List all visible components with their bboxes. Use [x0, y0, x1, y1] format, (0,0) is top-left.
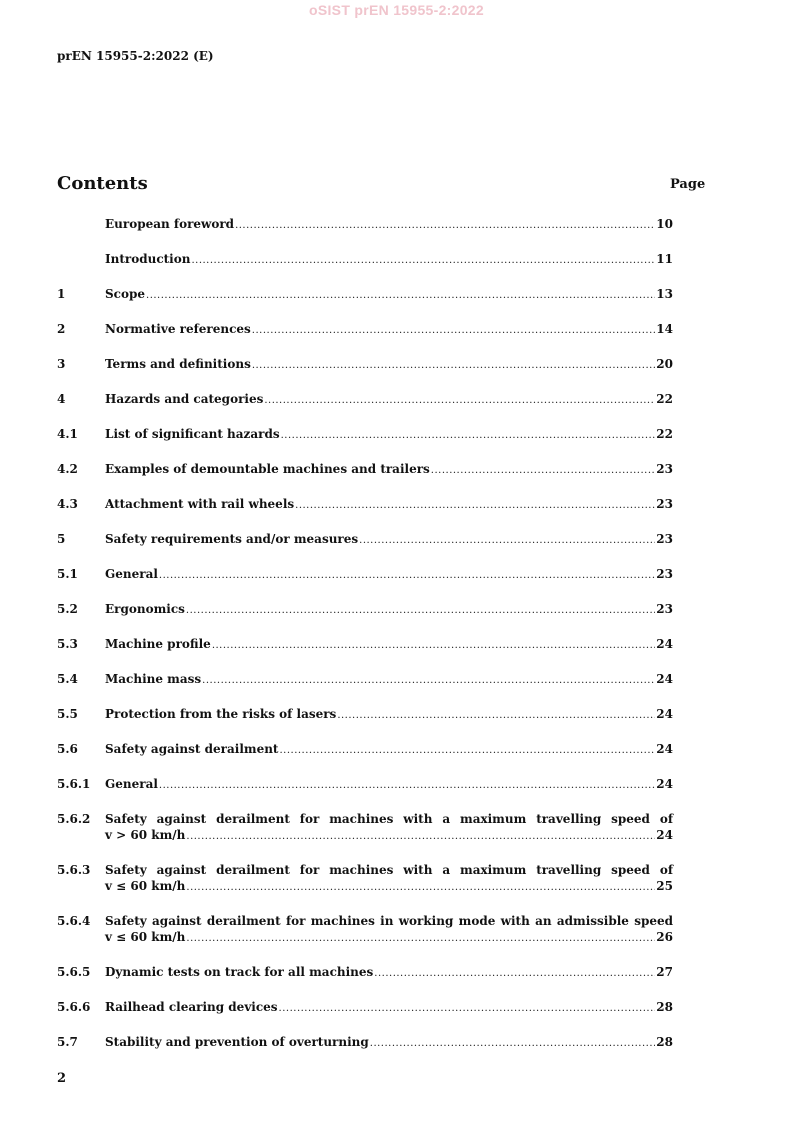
dot-leader [186, 829, 655, 845]
toc-label: Hazards and categories [105, 392, 264, 406]
toc-entry-5[interactable] [57, 531, 673, 549]
toc-page: 28 [656, 1000, 673, 1014]
dot-leader [186, 880, 655, 896]
dot-leader [235, 218, 655, 234]
toc-page: 22 [656, 392, 673, 406]
toc-entry-1[interactable] [57, 286, 673, 304]
toc-entry-5-1[interactable] [57, 566, 673, 584]
toc-label: Ergonomics [105, 602, 185, 616]
dot-leader [279, 743, 655, 759]
toc-number: 5.7 [57, 1035, 78, 1049]
toc-page: 23 [656, 567, 673, 581]
toc-page: 14 [656, 322, 673, 336]
dot-leader [146, 288, 655, 304]
dot-leader [279, 1001, 656, 1017]
toc-page: 11 [656, 252, 673, 266]
toc-entry-5-6[interactable] [57, 741, 673, 759]
toc-number: 4.1 [57, 427, 78, 441]
toc-label-continuation: v ≤ 60 km/h [105, 879, 186, 893]
toc-entry-2[interactable] [57, 321, 673, 339]
toc-label: Machine profile [105, 637, 211, 651]
toc-label: Attachment with rail wheels [105, 497, 295, 511]
dot-leader [202, 673, 655, 689]
toc-number: 5.6 [57, 742, 78, 756]
toc-label: Machine mass [105, 672, 202, 686]
toc-label: Protection from the risks of lasers [105, 707, 337, 721]
toc-entry-5-3[interactable] [57, 636, 673, 654]
dot-leader [186, 931, 655, 947]
toc-number: 4.3 [57, 497, 78, 511]
dot-leader [252, 358, 655, 374]
toc-page: 27 [656, 965, 673, 979]
toc-entry-3[interactable] [57, 356, 673, 374]
toc-number: 5.6.5 [57, 965, 91, 979]
toc-entry-5-5[interactable] [57, 706, 673, 724]
toc-label: General [105, 567, 158, 581]
toc-number: 5.4 [57, 672, 78, 686]
toc-page: 22 [656, 427, 673, 441]
toc-number: 5.6.1 [57, 777, 91, 791]
toc-page: 24 [656, 742, 673, 756]
toc-number: 3 [57, 357, 66, 371]
watermark: oSIST prEN 15955-2:2022 [309, 2, 484, 18]
dot-leader [212, 638, 655, 654]
toc-entry-5-6-3[interactable] [57, 862, 673, 896]
toc-entry-5-6-6[interactable] [57, 999, 673, 1017]
toc-number: 1 [57, 287, 66, 301]
toc-page: 24 [656, 637, 673, 651]
toc-label: Safety against derailment [105, 742, 279, 756]
dot-leader [295, 498, 655, 514]
toc-label: Safety against derailment for machines with a maximum travelling speed of [105, 812, 673, 826]
table-of-contents [57, 216, 673, 1069]
toc-label: Stability and prevention of overturning [105, 1035, 369, 1049]
toc-number: 5.6.2 [57, 812, 91, 826]
toc-entry-introduction[interactable] [57, 251, 673, 269]
toc-page: 24 [656, 672, 673, 686]
toc-page: 24 [656, 777, 673, 791]
dot-leader [191, 253, 655, 269]
dot-leader [159, 568, 655, 584]
toc-entry-5-6-4[interactable] [57, 913, 673, 947]
toc-label: General [105, 777, 158, 791]
toc-label: Terms and definitions [105, 357, 251, 371]
toc-number: 5.3 [57, 637, 78, 651]
toc-entry-4[interactable] [57, 391, 673, 409]
document-identifier: prEN 15955-2:2022 (E) [57, 49, 214, 63]
toc-page: 23 [656, 602, 673, 616]
page-number: 2 [57, 1071, 67, 1086]
dot-leader [252, 323, 656, 339]
toc-page: 23 [656, 532, 673, 546]
toc-label: European foreword [105, 217, 235, 231]
toc-number: 5.6.3 [57, 863, 91, 877]
toc-page: 28 [656, 1035, 673, 1049]
toc-label: Safety against derailment for machines with a maximum travelling speed of [105, 863, 673, 877]
toc-number: 5.1 [57, 567, 78, 581]
toc-number: 5.5 [57, 707, 78, 721]
toc-entry-5-2[interactable] [57, 601, 673, 619]
toc-label: Scope [105, 287, 146, 301]
toc-label: Safety against derailment for machines in working mode with an admissible speed [105, 914, 673, 928]
toc-page: 26 [656, 930, 673, 944]
toc-number: 5 [57, 532, 66, 546]
toc-page: 24 [656, 828, 673, 842]
toc-page: 23 [656, 462, 673, 476]
toc-page: 13 [656, 287, 673, 301]
toc-page: 10 [656, 217, 673, 231]
toc-entry-4-2[interactable] [57, 461, 673, 479]
contents-heading: Contents [57, 173, 148, 194]
toc-entry-5-6-1[interactable] [57, 776, 673, 794]
dot-leader [337, 708, 655, 724]
dot-leader [264, 393, 655, 409]
toc-page: 20 [656, 357, 673, 371]
toc-number: 4 [57, 392, 66, 406]
toc-label: List of significant hazards [105, 427, 280, 441]
toc-page: 24 [656, 707, 673, 721]
toc-label: Dynamic tests on track for all machines [105, 965, 374, 979]
toc-label: Introduction [105, 252, 191, 266]
toc-label: Normative references [105, 322, 251, 336]
toc-entry-5-6-5[interactable] [57, 964, 673, 982]
toc-number: 2 [57, 322, 66, 336]
toc-number: 5.2 [57, 602, 78, 616]
toc-label: Safety requirements and/or measures [105, 532, 359, 546]
dot-leader [374, 966, 655, 982]
toc-entry-4-1[interactable] [57, 426, 673, 444]
dot-leader [359, 533, 655, 549]
dot-leader [159, 778, 655, 794]
toc-number: 4.2 [57, 462, 78, 476]
toc-label: Railhead clearing devices [105, 1000, 278, 1014]
toc-page: 23 [656, 497, 673, 511]
dot-leader [186, 603, 655, 619]
toc-label-continuation: v ≤ 60 km/h [105, 930, 186, 944]
toc-number: 5.6.6 [57, 1000, 91, 1014]
page-column-heading: Page [670, 177, 706, 192]
toc-number: 5.6.4 [57, 914, 91, 928]
toc-page: 25 [656, 879, 673, 893]
dot-leader [431, 463, 656, 479]
toc-entry-5-4[interactable] [57, 671, 673, 689]
dot-leader [370, 1036, 656, 1052]
toc-entry-5-7[interactable] [57, 1034, 673, 1052]
toc-entry-5-6-2[interactable] [57, 811, 673, 845]
toc-entry-european-foreword[interactable] [57, 216, 673, 234]
toc-entry-4-3[interactable] [57, 496, 673, 514]
toc-label: Examples of demountable machines and trailers [105, 462, 430, 476]
toc-label-continuation: v > 60 km/h [105, 828, 186, 842]
dot-leader [281, 428, 656, 444]
